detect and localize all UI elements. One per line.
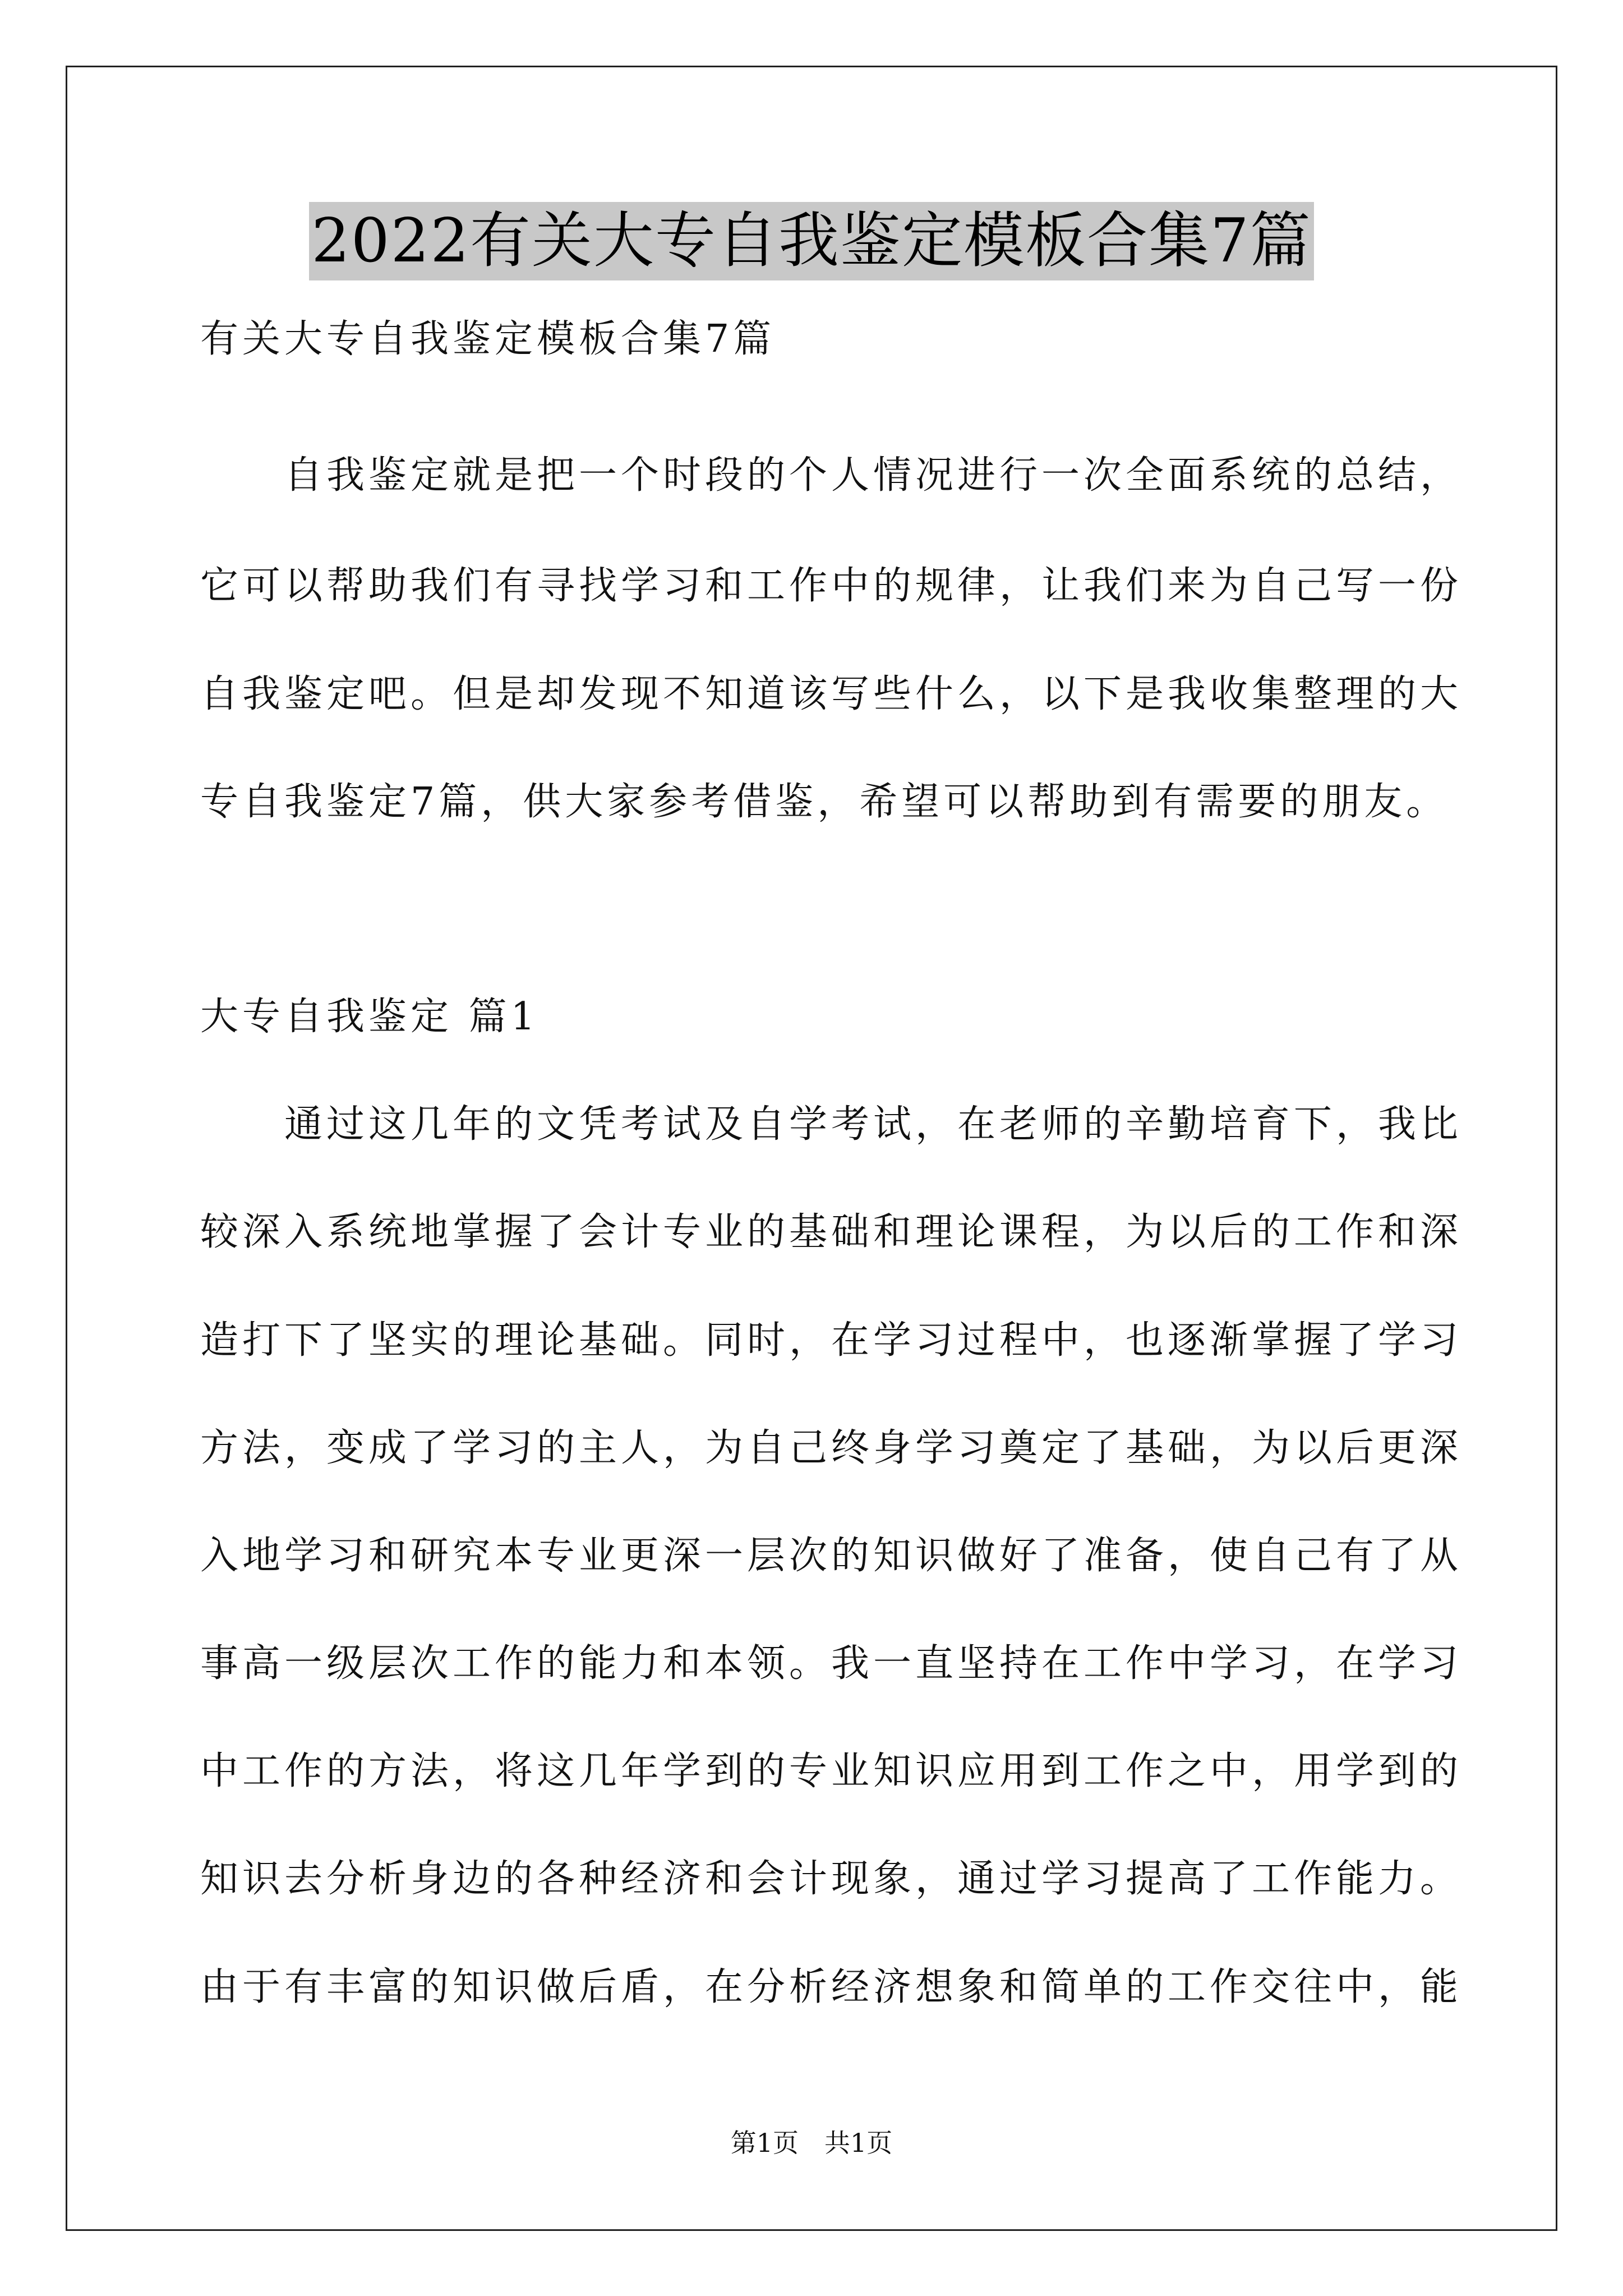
intro-line-4: 专自我鉴定7篇，供大家参考借鉴，希望可以帮助到有需要的朋友。 <box>200 780 1449 824</box>
body-line-6: 事高一级层次工作的能力和本领。我一直坚持在工作中学习，在学习 <box>200 1641 1463 1686</box>
title-container <box>0 202 1623 280</box>
body-line-7: 中工作的方法，将这几年学到的专业知识应用到工作之中，用学到的 <box>200 1749 1463 1793</box>
intro-line-1: 自我鉴定就是把一个时段的个人情况进行一次全面系统的总结， <box>200 453 1463 498</box>
body-line-9: 由于有丰富的知识做后盾，在分析经济想象和简单的工作交往中，能 <box>200 1965 1463 2009</box>
section-heading: 大专自我鉴定 篇1 <box>200 995 539 1039</box>
page-footer: 第1页 共1页 <box>730 2128 893 2158</box>
body-line-4: 方法，变成了学习的主人，为自己终身学习奠定了基础，为以后更深 <box>200 1426 1463 1470</box>
body-line-8: 知识去分析身边的各种经济和会计现象，通过学习提高了工作能力。 <box>200 1857 1463 1901</box>
body-line-3: 造打下了坚实的理论基础。同时，在学习过程中，也逐渐掌握了学习 <box>200 1318 1463 1363</box>
document-subtitle: 有关大专自我鉴定模板合集7篇 <box>200 317 776 361</box>
body-line-1: 通过这几年的文凭考试及自学考试，在老师的辛勤培育下，我比 <box>200 1102 1463 1147</box>
document-title: 2022有关大专自我鉴定模板合集7篇 <box>309 202 1314 280</box>
intro-line-3: 自我鉴定吧。但是却发现不知道该写些什么，以下是我收集整理的大 <box>200 672 1463 716</box>
intro-line-2: 它可以帮助我们有寻找学习和工作中的规律，让我们来为自己写一份 <box>200 564 1463 608</box>
body-line-2: 较深入系统地掌握了会计专业的基础和理论课程，为以后的工作和深 <box>200 1210 1463 1254</box>
body-line-5: 入地学习和研究本专业更深一层次的知识做好了准备，使自己有了从 <box>200 1534 1463 1578</box>
page-border <box>66 66 1557 2231</box>
